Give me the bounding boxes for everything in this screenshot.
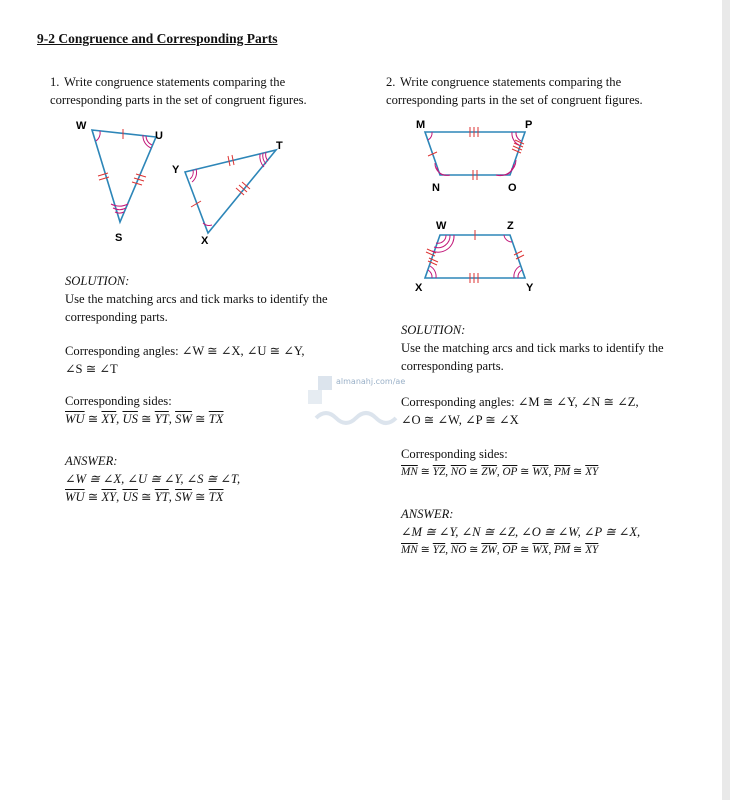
- problem-1-number: 1.: [50, 75, 60, 89]
- label-x: X: [201, 235, 209, 247]
- page-edge: [722, 0, 730, 800]
- problem-2-solution-line1: Use the matching arcs and tick marks to identify the: [401, 341, 664, 355]
- problem-2-solution: [401, 321, 711, 559]
- problem-2-solution-line2: corresponding parts.: [401, 359, 504, 373]
- label-u: U: [155, 130, 163, 142]
- label-x2: X: [415, 282, 423, 294]
- problem-2-number: 2.: [386, 75, 396, 89]
- problem-2-answer-angles: ∠M ≅ ∠Y, ∠N ≅ ∠Z, ∠O ≅ ∠W, ∠P ≅ ∠X,: [401, 525, 641, 539]
- problem-1-prompt: [50, 73, 370, 109]
- problem-1-prompt-line1: Write congruence statements comparing the: [64, 75, 286, 89]
- triangle-ytx: [185, 150, 276, 233]
- problem-2-answer-label: ANSWER:: [401, 507, 454, 521]
- label-y2: Y: [526, 282, 534, 294]
- problem-1-answer-label: ANSWER:: [65, 454, 118, 468]
- problem-2-prompt-line2: corresponding parts in the set of congruent figures.: [386, 93, 643, 107]
- problem-2-angles-line1: Corresponding angles: ∠M ≅ ∠Y, ∠N ≅ ∠Z,: [401, 395, 639, 409]
- label-w: W: [76, 120, 87, 132]
- page-title: 9-2 Congruence and Corresponding Parts: [37, 31, 278, 46]
- watermark-text: almanahj.com/ae: [336, 377, 406, 386]
- label-t: T: [276, 140, 283, 152]
- problem-1-sides-label: Corresponding sides:: [65, 394, 172, 408]
- problem-1-angles-line2: ∠S ≅ ∠T: [65, 362, 118, 376]
- problem-1-solution: [65, 272, 375, 506]
- problem-1-solution-line1: Use the matching arcs and tick marks to identify the: [65, 292, 328, 306]
- label-s: S: [115, 232, 123, 244]
- label-p: P: [525, 119, 533, 131]
- label-y: Y: [172, 164, 180, 176]
- problem-2-sides: $\overline{MN}$ ≅ $\overline{YZ}$, $\overline{NO}$ ≅ $\overline{ZW}$, $\overline{OP}$ ≅ $\overline{WX}$, $\overline{PM}$ ≅ $\overline{XY}$: [401, 466, 599, 478]
- problem-2-sides-label: Corresponding sides:: [401, 447, 508, 461]
- problem-1-solution-label: SOLUTION:: [65, 274, 130, 288]
- label-o: O: [508, 182, 517, 194]
- label-m: M: [416, 119, 426, 131]
- problem-2-prompt-line1: Write congruence statements comparing the: [400, 75, 622, 89]
- label-w2: W: [436, 220, 447, 232]
- label-n: N: [432, 182, 440, 194]
- problem-2-solution-label: SOLUTION:: [401, 323, 466, 337]
- problem-2-angles-line2: ∠O ≅ ∠W, ∠P ≅ ∠X: [401, 413, 519, 427]
- problem-1-prompt-line2: corresponding parts in the set of congruent figures.: [50, 93, 307, 107]
- problem-2-answer-sides: $\overline{MN}$ ≅ $\overline{YZ}$, $\overline{NO}$ ≅ $\overline{ZW}$, $\overline{OP}$ ≅ $\overline{WX}$, $\overline{PM}$ ≅ $\overline{XY}$: [401, 544, 599, 556]
- problem-1-answer-angles: ∠W ≅ ∠X, ∠U ≅ ∠Y, ∠S ≅ ∠T,: [65, 472, 241, 486]
- problem-1-figure: [60, 115, 300, 250]
- problem-1-angles-line1: Corresponding angles: ∠W ≅ ∠X, ∠U ≅ ∠Y,: [65, 344, 305, 358]
- trapezoid-mpon: [425, 132, 525, 175]
- triangle-wus: [92, 130, 156, 222]
- problem-1-sides: $\overline{WU}$ ≅ $\overline{XY}$, $\overline{US}$ ≅ $\overline{YT}$, $\overline{SW}$ ≅ $\overline{TX}$: [65, 412, 224, 426]
- problem-1-answer-sides: $\overline{WU}$ ≅ $\overline{XY}$, $\overline{US}$ ≅ $\overline{YT}$, $\overline{SW}$ ≅ $\overline{TX}$: [65, 490, 224, 504]
- problem-2-figure: [410, 115, 550, 295]
- problem-2-prompt: [386, 73, 706, 109]
- label-z: Z: [507, 220, 514, 232]
- problem-1-solution-line2: corresponding parts.: [65, 310, 168, 324]
